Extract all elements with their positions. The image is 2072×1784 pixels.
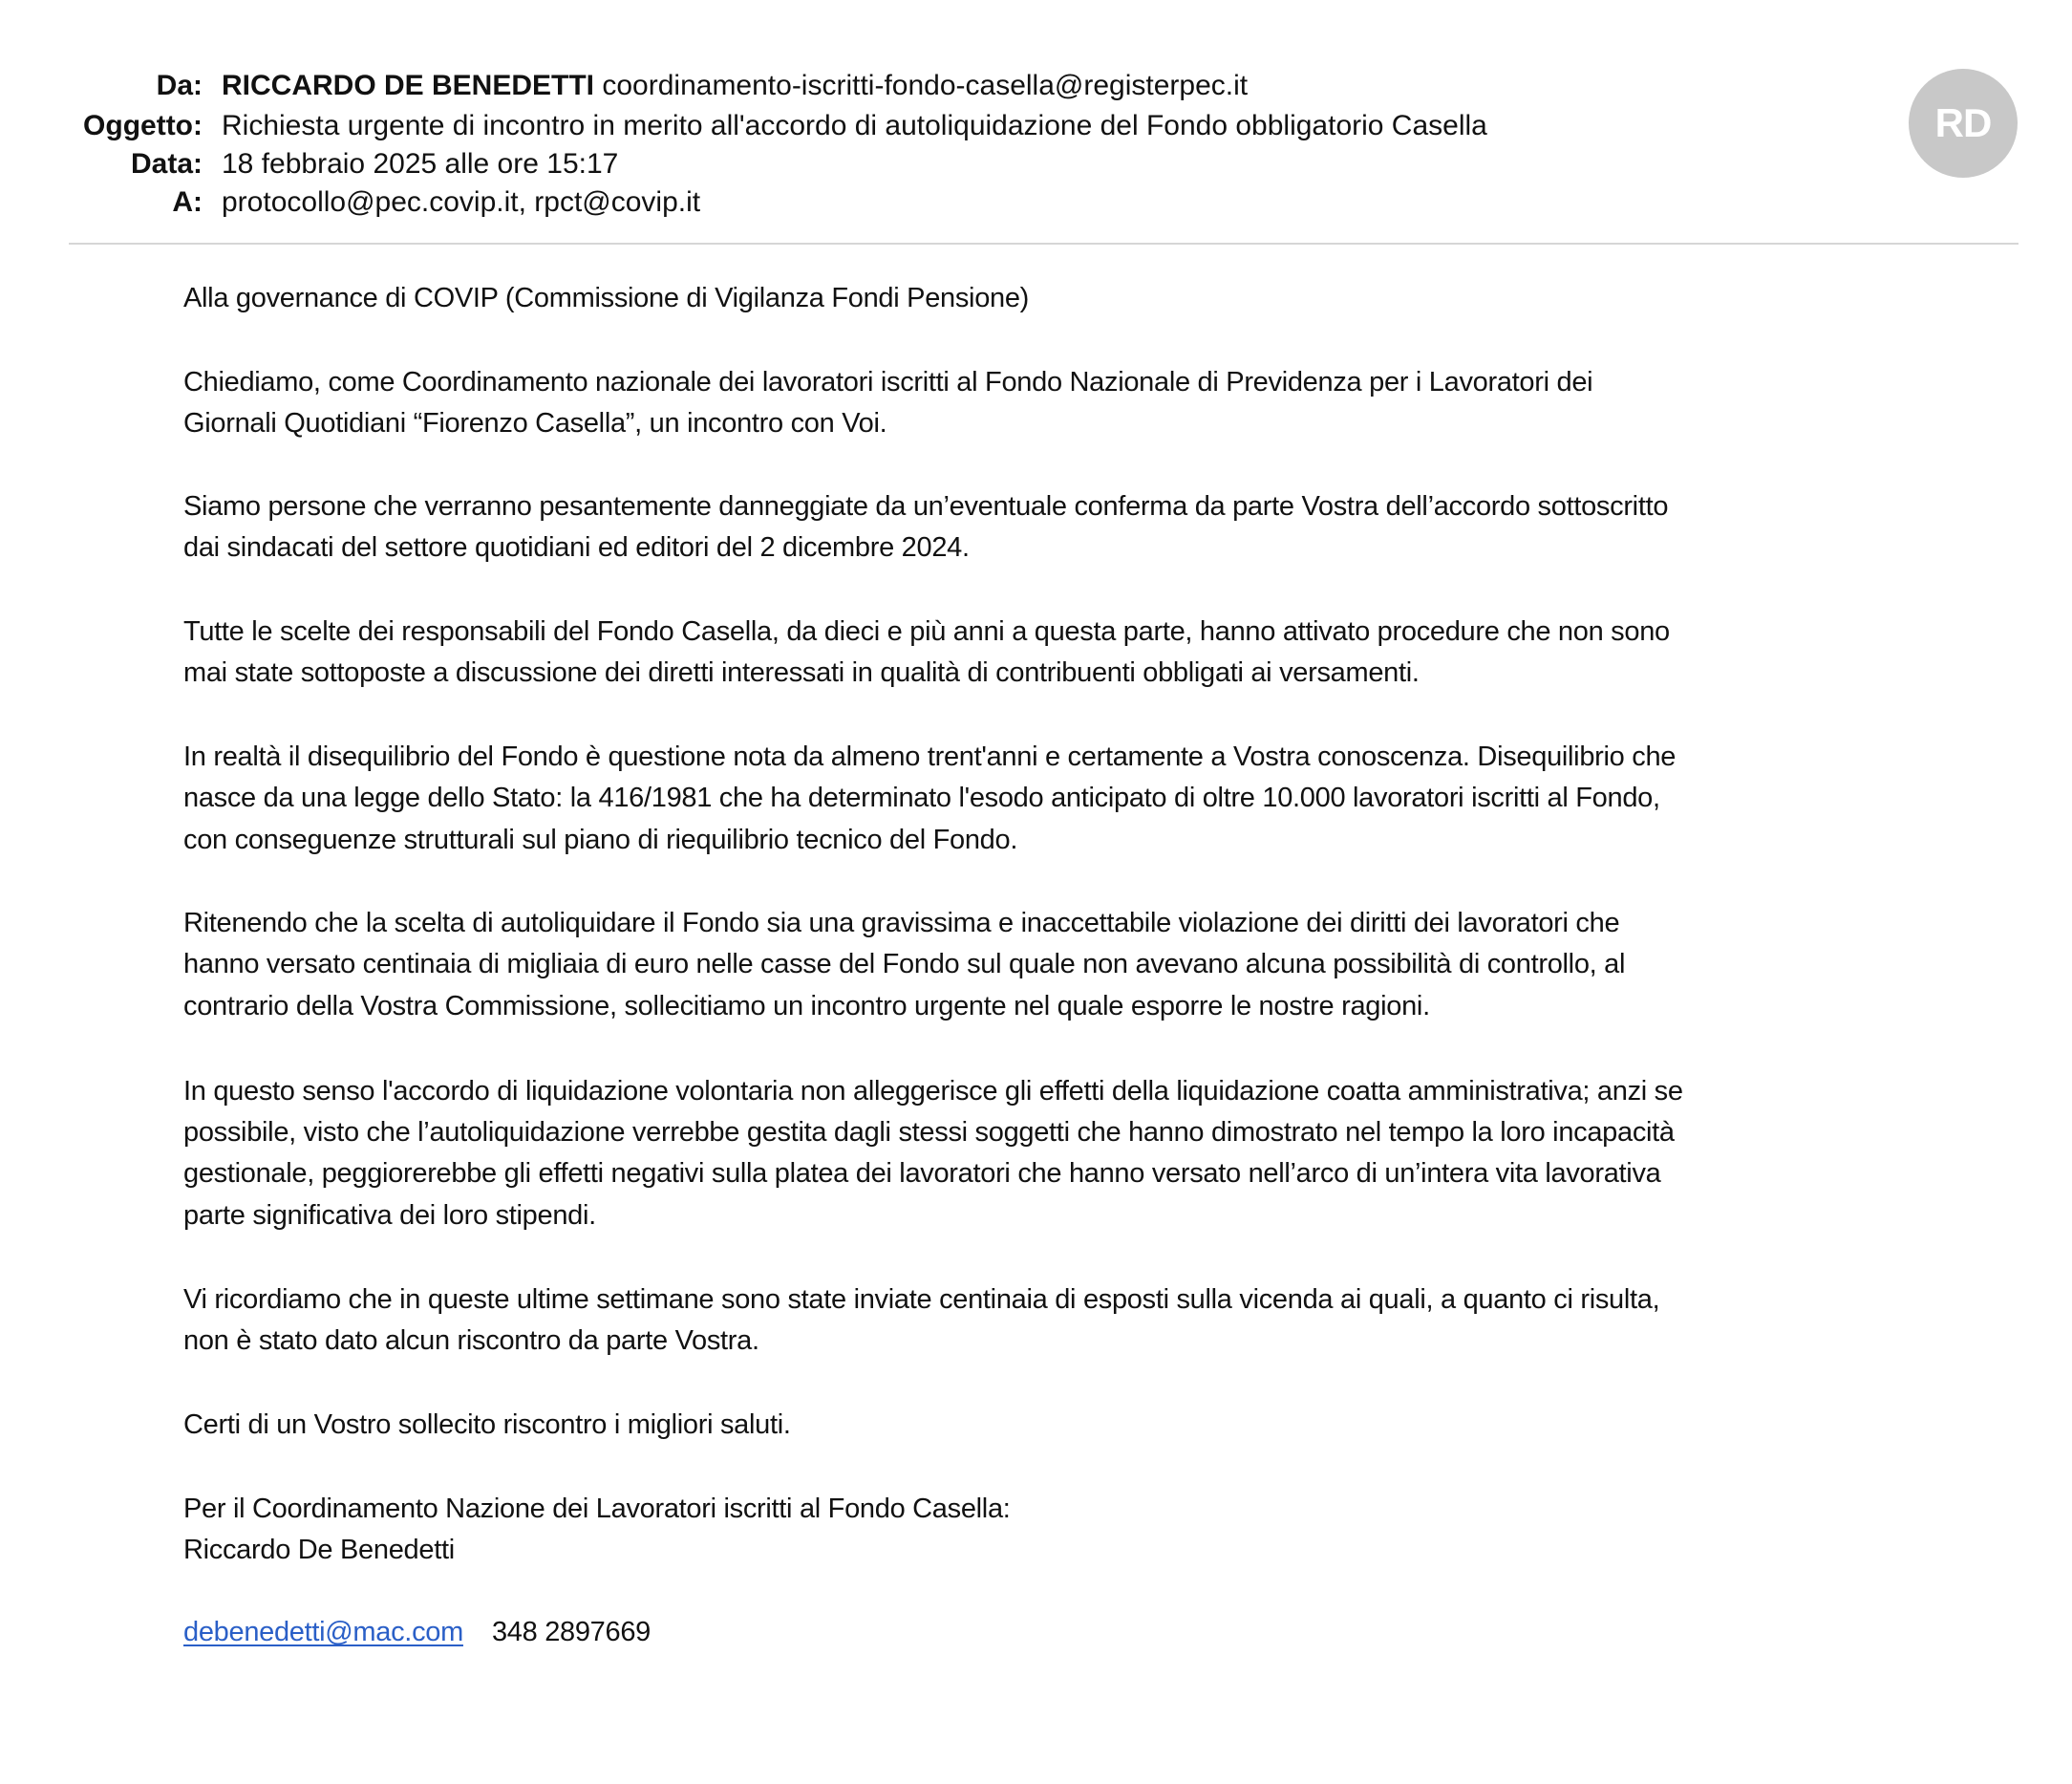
sender-avatar: RD bbox=[1909, 69, 2018, 178]
paragraph-2-line: Siamo persone che verranno pesantemente danneggiate da un’eventuale conferma da parte Vostra dell’accordo sottoscritto bbox=[183, 491, 1669, 522]
paragraph-4-line: con conseguenze strutturali sul piano di riequilibrio tecnico del Fondo. bbox=[183, 825, 1018, 855]
header-divider bbox=[69, 243, 2019, 245]
paragraph-4-line: In realtà il disequilibrio del Fondo è questione nota da almeno trent'anni e certamente a Vostra conoscenza. Disequilibrio che bbox=[183, 742, 1677, 772]
paragraph-5-line: hanno versato centinaia di migliaia di euro nelle casse del Fondo sul quale non avevano alcuna possibilità di controllo, al bbox=[183, 949, 1626, 979]
closing: Certi di un Vostro sollecito riscontro i migliori saluti. bbox=[183, 1409, 791, 1440]
header-subject-row bbox=[0, 107, 1872, 145]
date-label: Data: bbox=[130, 148, 203, 180]
header-date-row bbox=[0, 145, 1872, 183]
signature-line: Per il Coordinamento Nazione dei Lavoratori iscritti al Fondo Casella: bbox=[183, 1494, 1011, 1524]
paragraph-1-line: Giornali Quotidiani “Fiorenzo Casella”, un incontro con Voi. bbox=[183, 408, 887, 439]
paragraph-5-line: contrario della Vostra Commissione, sollecitiamo un incontro urgente nel quale esporre le nostre ragioni. bbox=[183, 991, 1430, 1021]
greeting: Alla governance di COVIP (Commissione di Vigilanza Fondi Pensione) bbox=[183, 283, 1030, 313]
contact-phone: 348 2897669 bbox=[491, 1617, 651, 1647]
sender-email[interactable]: coordinamento-iscritti-fondo-casella@registerpec.it bbox=[602, 70, 1249, 101]
paragraph-7-line: Vi ricordiamo che in queste ultime settimane sono state inviate centinaia di esposti sulla vicenda ai quali, a quanto ci risulta, bbox=[183, 1284, 1660, 1315]
contact-line bbox=[183, 1613, 2018, 1651]
date-value: 18 febbraio 2025 alle ore 15:17 bbox=[222, 148, 619, 180]
sender-name[interactable]: RICCARDO DE BENEDETTI bbox=[222, 70, 595, 101]
paragraph-6-line: parte significativa dei loro stipendi. bbox=[183, 1200, 596, 1231]
from-value bbox=[222, 67, 1872, 105]
subject-label: Oggetto: bbox=[83, 110, 203, 141]
paragraph-7-line: non è stato dato alcun riscontro da parte Vostra. bbox=[183, 1325, 759, 1356]
paragraph-2-line: dai sindacati del settore quotidiani ed editori del 2 dicembre 2024. bbox=[183, 532, 970, 563]
signature-name: Riccardo De Benedetti bbox=[183, 1535, 455, 1565]
subject-value: Richiesta urgente di incontro in merito all'accordo di autoliquidazione del Fondo obbligatorio Casella bbox=[222, 110, 1487, 141]
to-label: A: bbox=[172, 186, 203, 218]
paragraph-3-line: mai state sottoposte a discussione dei diretti interessati in qualità di contribuenti obbligati ai versamenti. bbox=[183, 657, 1420, 688]
paragraph-3-line: Tutte le scelte dei responsabili del Fondo Casella, da dieci e più anni a questa parte, hanno attivato procedure che non sono bbox=[183, 616, 1670, 647]
header-to-row bbox=[0, 183, 1872, 222]
paragraph-5-line: Ritenendo che la scelta di autoliquidare il Fondo sia una gravissima e inaccettabile violazione dei diritti dei lavoratori che bbox=[183, 908, 1620, 938]
paragraph-6-line: gestionale, peggiorerebbe gli effetti negativi sulla platea dei lavoratori che hanno versato nell’arco di un’intera vita lavorativa bbox=[183, 1158, 1661, 1189]
paragraph-1-line: Chiediamo, come Coordinamento nazionale dei lavoratori iscritti al Fondo Nazionale di Previdenza per i Lavoratori dei bbox=[183, 367, 1593, 398]
from-label: Da: bbox=[156, 70, 203, 101]
paragraph-4-line: nasce da una legge dello Stato: la 416/1981 che ha determinato l'esodo anticipato di oltre 10.000 lavoratori iscritti al Fondo, bbox=[183, 783, 1660, 813]
contact-email-link[interactable]: debenedetti@mac.com bbox=[183, 1617, 463, 1647]
paragraph-6-line: In questo senso l'accordo di liquidazione volontaria non alleggerisce gli effetti della liquidazione coatta amministrativa; anzi se bbox=[183, 1076, 1683, 1107]
paragraph-6-line: possibile, visto che l’autoliquidazione verrebbe gestita dagli stessi soggetti che hanno dimostrato nel tempo la loro incapacità bbox=[183, 1117, 1675, 1148]
to-value[interactable]: protocollo@pec.covip.it, rpct@covip.it bbox=[222, 186, 701, 218]
header-from-row bbox=[0, 67, 1872, 105]
